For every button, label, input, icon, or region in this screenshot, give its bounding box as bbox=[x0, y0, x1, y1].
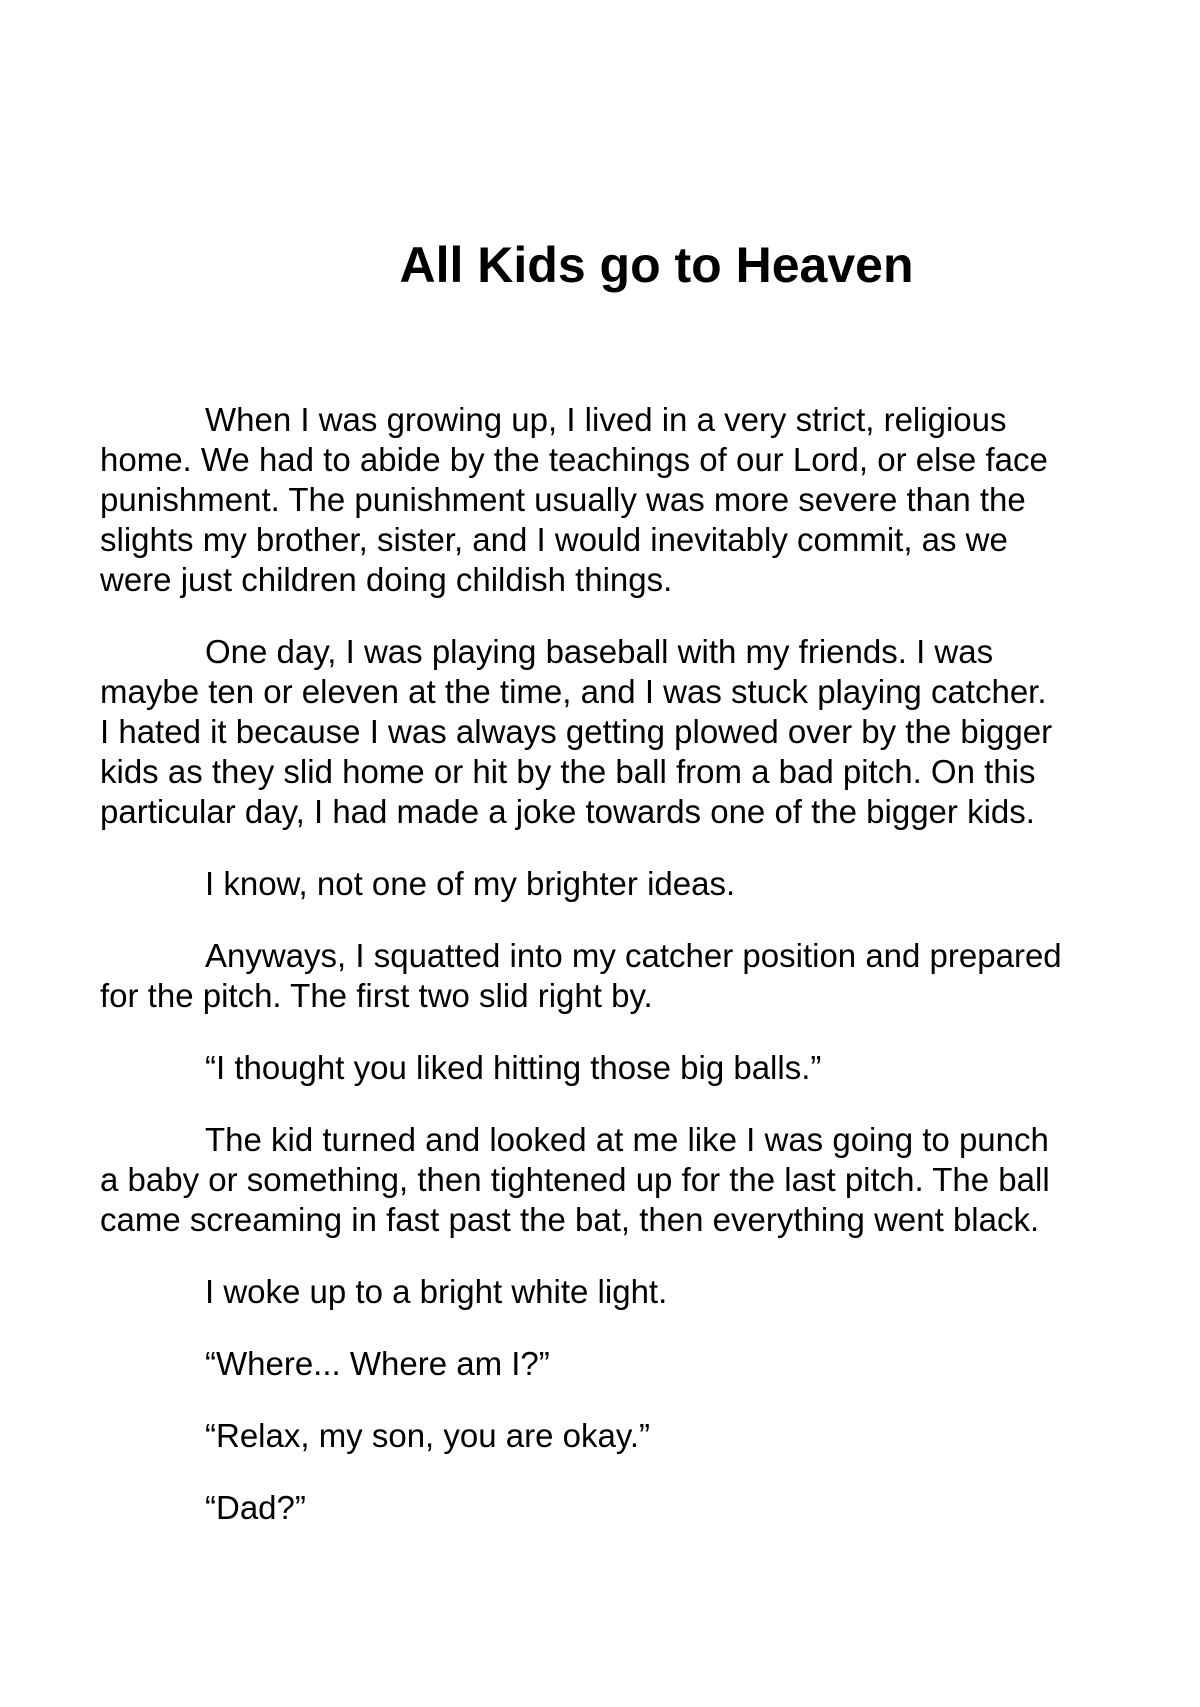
story-paragraph bbox=[100, 1272, 1108, 1312]
text-line: slights my brother, sister, and I would inevitably commit, as we bbox=[100, 521, 1008, 558]
text-line: “Where... Where am I?” bbox=[205, 1345, 550, 1382]
text-line: I woke up to a bright white light. bbox=[205, 1273, 668, 1310]
text-line: When I was growing up, I lived in a very strict, religious bbox=[205, 401, 1007, 438]
text-line: I know, not one of my brighter ideas. bbox=[205, 865, 736, 902]
text-line: were just children doing childish things. bbox=[100, 561, 673, 598]
story-paragraph bbox=[100, 1048, 1108, 1088]
document-title: All Kids go to Heaven bbox=[399, 237, 914, 293]
text-line: a baby or something, then tightened up for the last pitch. The ball bbox=[100, 1161, 1050, 1198]
text-line: “I thought you liked hitting those big balls.” bbox=[205, 1049, 822, 1086]
text-line: for the pitch. The first two slid right by. bbox=[100, 977, 653, 1014]
story-paragraph bbox=[100, 400, 1108, 600]
document-content bbox=[100, 0, 1108, 1528]
text-line: One day, I was playing baseball with my friends. I was bbox=[205, 633, 994, 670]
text-line: punishment. The punishment usually was more severe than the bbox=[100, 481, 1026, 518]
text-line: Anyways, I squatted into my catcher position and prepared bbox=[205, 937, 1062, 974]
story-paragraph bbox=[100, 864, 1108, 904]
story-paragraph bbox=[100, 1344, 1108, 1384]
story-paragraph bbox=[100, 936, 1108, 1016]
text-line: particular day, I had made a joke towards one of the bigger kids. bbox=[100, 793, 1035, 830]
text-line: The kid turned and looked at me like I was going to punch bbox=[205, 1121, 1049, 1158]
story-paragraph bbox=[100, 632, 1108, 832]
text-line: kids as they slid home or hit by the ball from a bad pitch. On this bbox=[100, 753, 1036, 790]
story-paragraph bbox=[100, 1416, 1108, 1456]
text-line: came screaming in fast past the bat, then everything went black. bbox=[100, 1201, 1040, 1238]
text-line: I hated it because I was always getting plowed over by the bigger bbox=[100, 713, 1053, 750]
text-line: “Dad?” bbox=[205, 1489, 306, 1526]
text-line: home. We had to abide by the teachings of our Lord, or else face bbox=[100, 441, 1048, 478]
text-line: “Relax, my son, you are okay.” bbox=[205, 1417, 651, 1454]
story-paragraph bbox=[100, 1120, 1108, 1240]
story-paragraph bbox=[100, 1488, 1108, 1528]
text-line: maybe ten or eleven at the time, and I was stuck playing catcher. bbox=[100, 673, 1047, 710]
document-body bbox=[100, 400, 1108, 1528]
